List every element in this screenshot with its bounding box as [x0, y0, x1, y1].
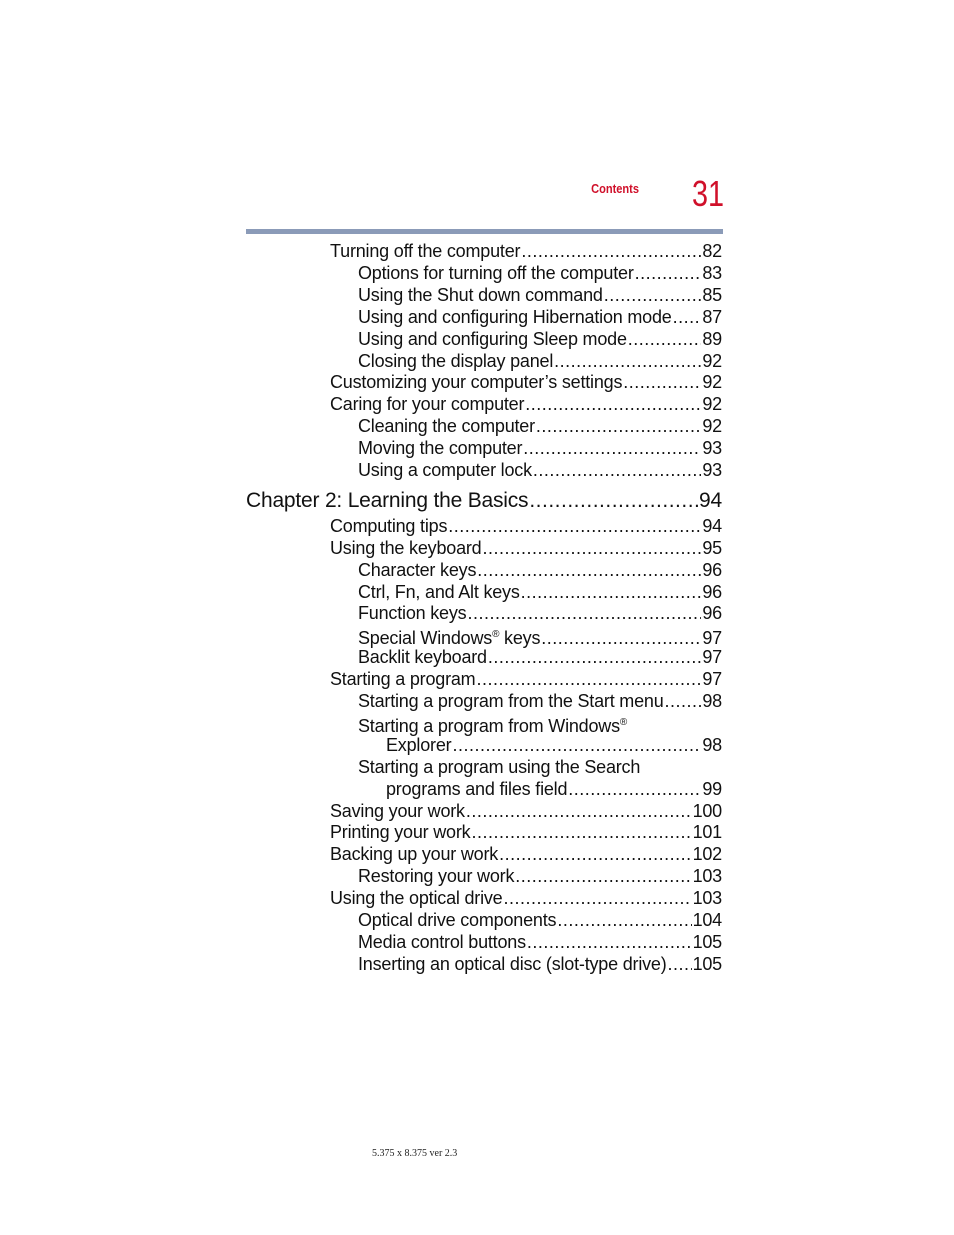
- toc-entry-title: Using the optical drive: [330, 888, 503, 909]
- toc-entry-title: Inserting an optical disc (slot-type drive): [358, 953, 667, 974]
- toc-entry-page: 96: [702, 559, 722, 580]
- toc-entry-title: Cleaning the computer: [358, 416, 535, 437]
- toc-entry-title: Ctrl, Fn, and Alt keys: [358, 581, 520, 602]
- leader-dots: [604, 284, 702, 306]
- toc-entry-continuation[interactable]: [386, 734, 722, 756]
- toc-chapter-entry[interactable]: [246, 490, 722, 512]
- toc-entry-page: 89: [702, 328, 722, 349]
- toc-entry-page: 100: [692, 800, 722, 821]
- toc-entry[interactable]: [358, 756, 722, 778]
- toc-entry-title: Using and configuring Hibernation mode: [358, 306, 672, 327]
- toc-entry-page: 101: [692, 822, 722, 843]
- leader-dots: [476, 668, 701, 690]
- toc-entry-title: Starting a program from Windows: [358, 715, 620, 736]
- leader-dots: [452, 734, 701, 756]
- toc-entry-page: 97: [702, 669, 722, 690]
- toc-entry-title: Media control buttons: [358, 931, 526, 952]
- toc-entry[interactable]: [358, 284, 722, 306]
- toc-entry-page: 98: [702, 734, 722, 755]
- toc-entry-page: 96: [702, 581, 722, 602]
- toc-entry-page: 97: [702, 628, 722, 649]
- leader-dots: [504, 887, 692, 909]
- toc-entry-page: 103: [692, 866, 722, 887]
- toc-entry-page: 92: [702, 372, 722, 393]
- toc-entry[interactable]: [358, 415, 722, 437]
- toc-entry-page: 82: [702, 241, 722, 261]
- toc-entry-title: Options for turning off the computer: [358, 262, 634, 283]
- toc-entry-title: Using the Shut down command: [358, 284, 603, 305]
- leader-dots: [521, 240, 701, 262]
- toc-entry-title: Starting a program: [330, 669, 476, 690]
- toc-entry-page: 87: [702, 306, 722, 327]
- leader-dots: [515, 865, 691, 887]
- toc-entry-title: Chapter 2: Learning the Basics: [246, 488, 529, 512]
- toc-entry[interactable]: [358, 690, 722, 712]
- toc-entry[interactable]: [358, 931, 722, 953]
- toc-entry-page: 103: [692, 888, 722, 909]
- toc-entry[interactable]: [358, 581, 722, 603]
- toc-entry-title: Using and configuring Sleep mode: [358, 328, 627, 349]
- toc-entry[interactable]: [358, 262, 722, 284]
- toc-entry-page: 93: [702, 438, 722, 459]
- registered-mark: ®: [492, 629, 500, 641]
- toc-entry[interactable]: [330, 537, 722, 559]
- leader-dots: [536, 415, 701, 437]
- toc-entry-page: 102: [692, 844, 722, 865]
- toc-entry-title: Function keys: [358, 603, 467, 624]
- leader-dots: [467, 602, 701, 624]
- leader-dots: [525, 393, 701, 415]
- toc-entry-title: Printing your work: [330, 822, 471, 843]
- leader-dots: [557, 909, 691, 931]
- leader-dots: [499, 843, 691, 865]
- toc-entry-page: 94: [702, 515, 722, 536]
- toc-entry[interactable]: [330, 515, 722, 537]
- toc-entry-page: 94: [699, 488, 722, 512]
- toc-entry-page: 83: [702, 262, 722, 283]
- toc-entry[interactable]: [358, 437, 722, 459]
- leader-dots: [529, 490, 698, 512]
- leader-dots: [635, 262, 702, 284]
- toc-entry-title: Turning off the computer: [330, 241, 521, 261]
- toc-entry-page: 104: [692, 910, 722, 930]
- toc-entry[interactable]: [330, 800, 722, 822]
- toc-entry-title-suffix: keys: [499, 628, 541, 649]
- leader-dots: [673, 306, 702, 328]
- leader-dots: [623, 371, 701, 393]
- toc-entry-title: Starting a program from the Start menu: [358, 691, 664, 711]
- toc-entry-title: Closing the display panel: [358, 350, 554, 371]
- leader-dots: [521, 581, 702, 603]
- toc-entry-page: 93: [702, 460, 722, 480]
- toc-entry[interactable]: [358, 350, 722, 372]
- toc-entry-title: Starting a program using the Search: [358, 756, 641, 777]
- toc-entry[interactable]: [358, 459, 722, 481]
- toc-entry[interactable]: [330, 240, 722, 262]
- leader-dots: [471, 821, 691, 843]
- toc-entry-title-continued: programs and files field: [386, 778, 568, 799]
- toc-entry[interactable]: [358, 865, 722, 887]
- toc-entry[interactable]: [330, 821, 722, 843]
- header-rule: [246, 229, 723, 234]
- toc-entry-title-continued: Explorer: [386, 734, 452, 755]
- leader-dots: [665, 690, 702, 712]
- toc-entry-page: 85: [702, 284, 722, 305]
- toc-entry-title: Backing up your work: [330, 844, 499, 865]
- toc-entry[interactable]: [330, 393, 722, 415]
- toc-entry[interactable]: [358, 953, 722, 975]
- toc-entry-title: Saving your work: [330, 800, 465, 821]
- toc-entry-page: 92: [702, 394, 722, 415]
- toc-entry-page: 96: [702, 603, 722, 624]
- leader-dots: [533, 459, 701, 481]
- toc-entry[interactable]: [358, 602, 722, 624]
- page-number: 31: [691, 173, 724, 214]
- leader-dots: [668, 953, 692, 975]
- toc-entry-page: 95: [702, 537, 722, 558]
- leader-dots: [554, 350, 701, 372]
- toc-entry-title: Optical drive components: [358, 910, 557, 930]
- registered-mark: ®: [619, 716, 628, 728]
- toc-entry-title: Moving the computer: [358, 438, 523, 459]
- footer-print-spec: 5.375 x 8.375 ver 2.3: [372, 1148, 458, 1159]
- toc-entry-page: 98: [702, 691, 722, 711]
- toc-entry-page: 97: [702, 647, 722, 668]
- toc-entry-page: 105: [692, 953, 722, 974]
- toc-entry[interactable]: [330, 371, 722, 393]
- toc-entry-title: Character keys: [358, 559, 477, 580]
- toc-entry-title: Special Windows: [358, 628, 493, 649]
- running-header-section: Contents: [591, 181, 639, 196]
- leader-dots: [568, 778, 701, 800]
- toc-entry[interactable]: [330, 843, 722, 865]
- toc-entry-title: Using a computer lock: [358, 460, 532, 480]
- leader-dots: [483, 537, 702, 559]
- toc-entry[interactable]: [358, 646, 722, 668]
- leader-dots: [488, 646, 702, 668]
- toc-entry[interactable]: [358, 909, 722, 931]
- toc-entry-title: Caring for your computer: [330, 394, 525, 415]
- toc-entry-title: Using the keyboard: [330, 537, 482, 558]
- leader-dots: [448, 515, 701, 537]
- toc-entry[interactable]: [358, 328, 722, 350]
- leader-dots: [466, 800, 692, 822]
- toc-entry[interactable]: [330, 668, 722, 690]
- toc-entry-continuation[interactable]: [386, 778, 722, 800]
- toc-entry[interactable]: [330, 887, 722, 909]
- toc-entry-page: 92: [702, 350, 722, 371]
- leader-dots: [477, 559, 701, 581]
- leader-dots: [523, 437, 701, 459]
- toc-entry[interactable]: [358, 559, 722, 581]
- toc-entry-title: Computing tips: [330, 515, 448, 536]
- toc-entry-page: 92: [702, 416, 722, 437]
- toc-entry-title: Backlit keyboard: [358, 647, 487, 668]
- toc-entry-title: Customizing your computer’s settings: [330, 372, 623, 393]
- toc-entry[interactable]: [358, 306, 722, 328]
- leader-dots: [628, 328, 702, 350]
- leader-dots: [527, 931, 692, 953]
- toc-entry-page: 99: [702, 778, 722, 799]
- toc-entry-title: Restoring your work: [358, 866, 515, 887]
- toc-entry-page: 105: [692, 931, 722, 952]
